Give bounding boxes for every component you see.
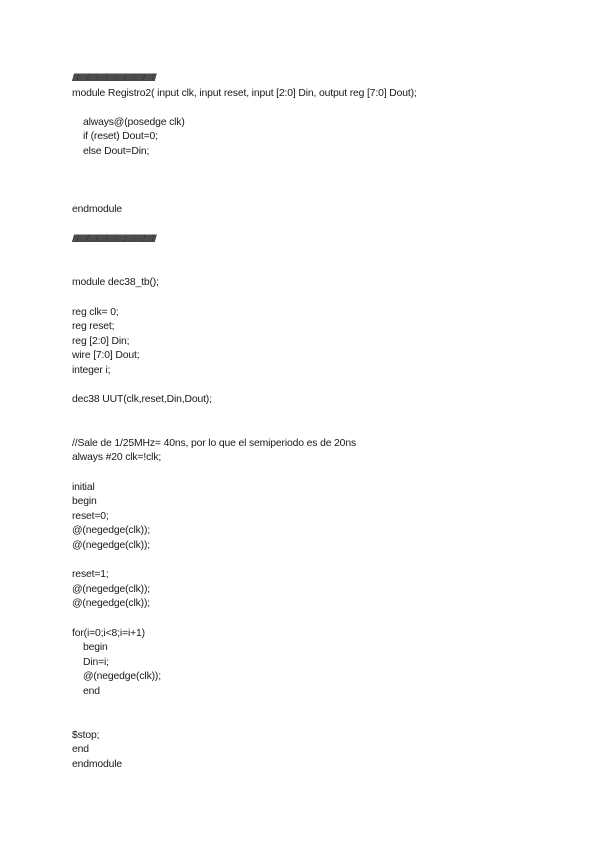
code-line: always #20 clk=!clk; [72,452,162,464]
code-line [72,422,572,437]
code-line: initial [72,481,95,493]
code-line [72,554,572,569]
code-line [72,612,572,627]
code-line: reg clk= 0; [72,306,119,318]
code-line: for(i=0;i<8;i=i+1) [72,627,145,639]
code-line [72,189,572,204]
code-line: module dec38_tb(); [72,277,159,289]
code-line: @(negedge(clk)); [72,583,151,595]
code-line: end [72,744,89,756]
code-line: reset=1; [72,569,109,581]
code-line: reset=0; [72,510,109,522]
code-line: @(negedge(clk)); [72,598,151,610]
code-line [72,174,572,189]
code-line: @(negedge(clk)); [72,525,151,537]
code-line: @(negedge(clk)); [72,540,151,551]
code-line [72,101,572,116]
code-comment-line: //Sale de 1/25MHz= 40ns, por lo que el semiperiodo es de 20ns [72,437,356,449]
code-line: end [72,685,100,697]
code-line: always@(posedge clk) [72,116,185,128]
code-line: else Dout=Din; [72,145,150,157]
code-line [72,160,572,175]
code-line: begin [72,496,97,508]
code-line [72,466,572,481]
code-line: @(negedge(clk)); [72,671,161,683]
code-line [72,262,572,277]
code-line: module Registro2( input clk, input reset, input [2:0] Din, output reg [7:0] Dout); [72,87,417,99]
code-line [72,714,572,729]
code-line: Din=i; [72,656,109,668]
code-line: if (reset) Dout=0; [72,131,158,143]
code-line: reg reset; [72,321,115,333]
separator-line: //////////////////////////////////////////////////////////////////////////////////// [72,233,155,245]
code-line: begin [72,642,108,654]
code-line [72,408,572,423]
code-line: endmodule [72,758,123,770]
code-line: endmodule [72,204,123,216]
code-line [72,218,572,233]
separator-line: //////////////////////////////////////////////////////////////////////////////////// [72,73,155,84]
code-line [72,247,572,262]
code-block [72,72,572,773]
code-line: $stop; [72,729,100,741]
code-line [72,378,572,393]
code-line [72,291,572,306]
code-line: wire [7:0] Dout; [72,350,140,362]
code-line [72,700,572,715]
code-line: reg [2:0] Din; [72,335,130,347]
code-line: dec38 UUT(clk,reset,Din,Dout); [72,394,212,406]
code-line: integer i; [72,364,111,376]
